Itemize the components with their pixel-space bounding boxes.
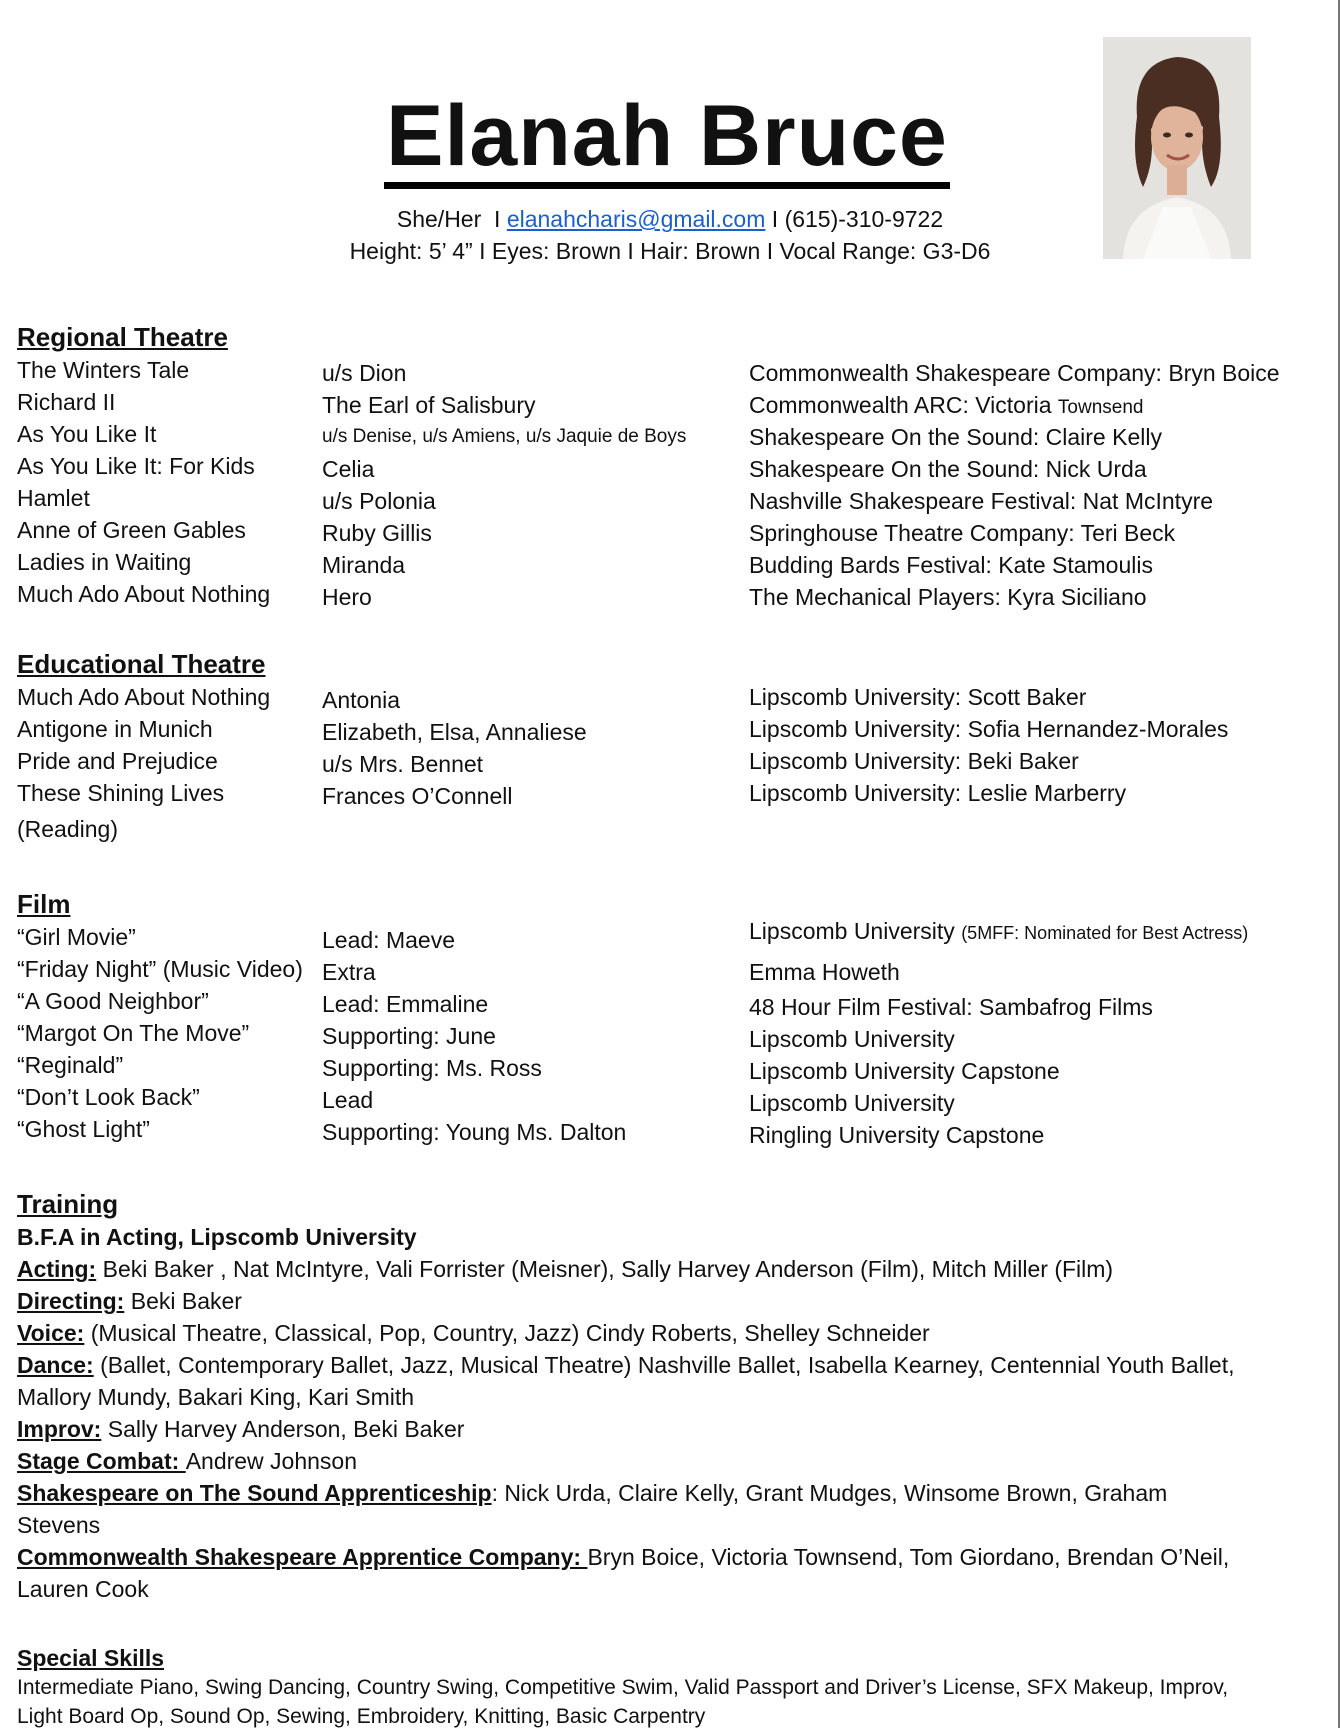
show-title: The Winters Tale (17, 357, 190, 383)
company-director: Lipscomb University (749, 1090, 955, 1116)
resume-name: Elanah Bruce (384, 90, 950, 189)
credit-row (17, 681, 1327, 713)
role: Lead (322, 1087, 374, 1113)
show-title: (Reading) (17, 816, 118, 842)
phone: (615)-310-9722 (784, 206, 944, 232)
email-link[interactable]: elanahcharis@gmail.com (506, 206, 766, 232)
role: Elizabeth, Elsa, Annaliese (322, 719, 587, 745)
company-director: 48 Hour Film Festival: Sambafrog Films (749, 994, 1153, 1020)
show-title: As You Like It (17, 421, 157, 447)
credit-row (17, 1017, 1327, 1052)
company-director: Budding Bards Festival: Kate Stamoulis (749, 552, 1153, 578)
role: Supporting: Ms. Ross (322, 1055, 542, 1081)
show-title: Much Ado About Nothing (17, 684, 271, 710)
role: Frances O’Connell (322, 783, 513, 809)
headshot-photo (1103, 37, 1251, 259)
credit-row (17, 713, 1327, 745)
role: Miranda (322, 552, 406, 578)
role: Extra (322, 959, 376, 985)
role: u/s Denise, u/s Amiens, u/s Jaquie de Boys (322, 426, 687, 447)
show-title: Pride and Prejudice (17, 748, 218, 774)
section-title: Special Skills (17, 1645, 165, 1671)
company-director: Commonwealth Shakespeare Company: Bryn Boice (749, 360, 1280, 386)
credit-row (17, 514, 1327, 546)
credit-row (17, 418, 1327, 450)
company-director: Lipscomb University (5MFF: Nominated for Best Actress) (749, 918, 1249, 944)
role: Lead: Emmaline (322, 991, 489, 1017)
section-title: Educational Theatre (17, 649, 266, 679)
company-director: The Mechanical Players: Kyra Siciliano (749, 584, 1147, 610)
credit-row (17, 918, 1327, 953)
degree: B.F.A in Acting, Lipscomb University (17, 1224, 417, 1250)
credit-row (17, 809, 1327, 849)
credit-row (17, 745, 1327, 777)
training-item: Directing: Beki Baker (17, 1288, 242, 1314)
role: Antonia (322, 687, 401, 713)
training-item: Stage Combat: Andrew Johnson (17, 1448, 358, 1474)
pronouns: She/Her (396, 206, 482, 232)
training-item: Commonwealth Shakespeare Apprentice Company: Bryn Boice, Victoria Townsend, Tom Giordano, Brendan O’Neil, Lauren Cook (17, 1544, 1230, 1602)
show-title: Hamlet (17, 485, 90, 511)
show-title: “Margot On The Move” (17, 1020, 250, 1046)
special-skills-section (17, 1643, 1327, 1731)
training-item: Dance: (Ballet, Contemporary Ballet, Jazz, Musical Theatre) Nashville Ballet, Isabella Kearney, Centennial Youth Ballet, Mallory Mundy, Bakari King, Kari Smith (17, 1352, 1235, 1410)
role: u/s Mrs. Bennet (322, 751, 484, 777)
role: Celia (322, 456, 375, 482)
company-director: Lipscomb University: Leslie Marberry (749, 780, 1127, 806)
company-director: Lipscomb University (749, 1026, 955, 1052)
show-title: Much Ado About Nothing (17, 581, 271, 607)
section-title: Film (17, 889, 71, 919)
company-director: Lipscomb University: Beki Baker (749, 748, 1079, 774)
educational-theatre-section (17, 647, 1327, 849)
company-director: Lipscomb University: Sofia Hernandez-Morales (749, 716, 1229, 742)
role: Lead: Maeve (322, 927, 455, 953)
training-item: Voice: (Musical Theatre, Classical, Pop, Country, Jazz) Cindy Roberts, Shelley Schneider (17, 1320, 930, 1346)
credit-row (17, 985, 1327, 1020)
credits-table (17, 918, 1327, 1148)
company-director: Shakespeare On the Sound: Claire Kelly (749, 424, 1162, 450)
training-item: Improv: Sally Harvey Anderson, Beki Baker (17, 1416, 465, 1442)
show-title: These Shining Lives (17, 780, 225, 806)
role: Supporting: Young Ms. Dalton (322, 1119, 627, 1145)
credit-row (17, 953, 1327, 985)
training-section (17, 1187, 1327, 1605)
training-list (17, 1221, 1247, 1605)
training-item: Acting: Beki Baker , Nat McIntyre, Vali Forrister (Meisner), Sally Harvey Anderson (Film), Mitch Miller (Film) (17, 1256, 1114, 1282)
show-title: “A Good Neighbor” (17, 988, 209, 1014)
credit-row (17, 777, 1327, 809)
company-director: Lipscomb University: Scott Baker (749, 684, 1087, 710)
credit-row (17, 1081, 1327, 1116)
show-title: Richard II (17, 389, 116, 415)
credit-row (17, 354, 1327, 386)
company-director: Commonwealth ARC: Victoria Townsend (749, 392, 1144, 418)
company-director: Shakespeare On the Sound: Nick Urda (749, 456, 1147, 482)
regional-theatre-section (17, 320, 1327, 610)
credit-row (17, 1113, 1327, 1148)
role: Hero (322, 584, 372, 610)
show-title: Antigone in Munich (17, 716, 213, 742)
credits-table (17, 354, 1327, 610)
show-title: Ladies in Waiting (17, 549, 192, 575)
credits-table (17, 681, 1327, 849)
show-title: “Girl Movie” (17, 924, 136, 950)
role: u/s Dion (322, 360, 407, 386)
role: Supporting: June (322, 1023, 496, 1049)
credit-row (17, 546, 1327, 578)
role: u/s Polonia (322, 488, 436, 514)
company-director: Nashville Shakespeare Festival: Nat McIntyre (749, 488, 1214, 514)
show-title: “Don’t Look Back” (17, 1084, 200, 1110)
show-title: “Ghost Light” (17, 1116, 150, 1142)
separator: I (494, 206, 501, 232)
company-director: Springhouse Theatre Company: Teri Beck (749, 520, 1176, 546)
company-director: Ringling University Capstone (749, 1122, 1045, 1148)
training-item: Shakespeare on The Sound Apprenticeship: Nick Urda, Claire Kelly, Grant Mudges, Winsome Brown, Graham Stevens (17, 1480, 1168, 1538)
credit-row (17, 386, 1327, 418)
show-title: Anne of Green Gables (17, 517, 246, 543)
separator: I (771, 206, 779, 232)
credit-row (17, 450, 1327, 482)
company-director: Lipscomb University Capstone (749, 1058, 1060, 1084)
show-title: “Friday Night” (Music Video) (17, 956, 303, 982)
stats-line: Height: 5’ 4” I Eyes: Brown I Hair: Brown I Vocal Range: G3-D6 (349, 238, 991, 264)
role: The Earl of Salisbury (322, 392, 536, 418)
show-title: “Reginald” (17, 1052, 124, 1078)
show-title: As You Like It: For Kids (17, 453, 255, 479)
credit-row (17, 1049, 1327, 1084)
section-title: Regional Theatre (17, 322, 228, 352)
credit-row (17, 482, 1327, 514)
credit-row (17, 578, 1327, 610)
role: Ruby Gillis (322, 520, 432, 546)
film-section (17, 887, 1327, 1148)
skills-text: Intermediate Piano, Swing Dancing, Country Swing, Competitive Swim, Valid Passport and Driver’s License, SFX Makeup, Improv, Light Board Op, Sound Op, Sewing, Embroidery, Knitting, Basic Carpentry (17, 1676, 1229, 1728)
company-director: Emma Howeth (749, 959, 900, 985)
section-title: Training (17, 1189, 119, 1219)
